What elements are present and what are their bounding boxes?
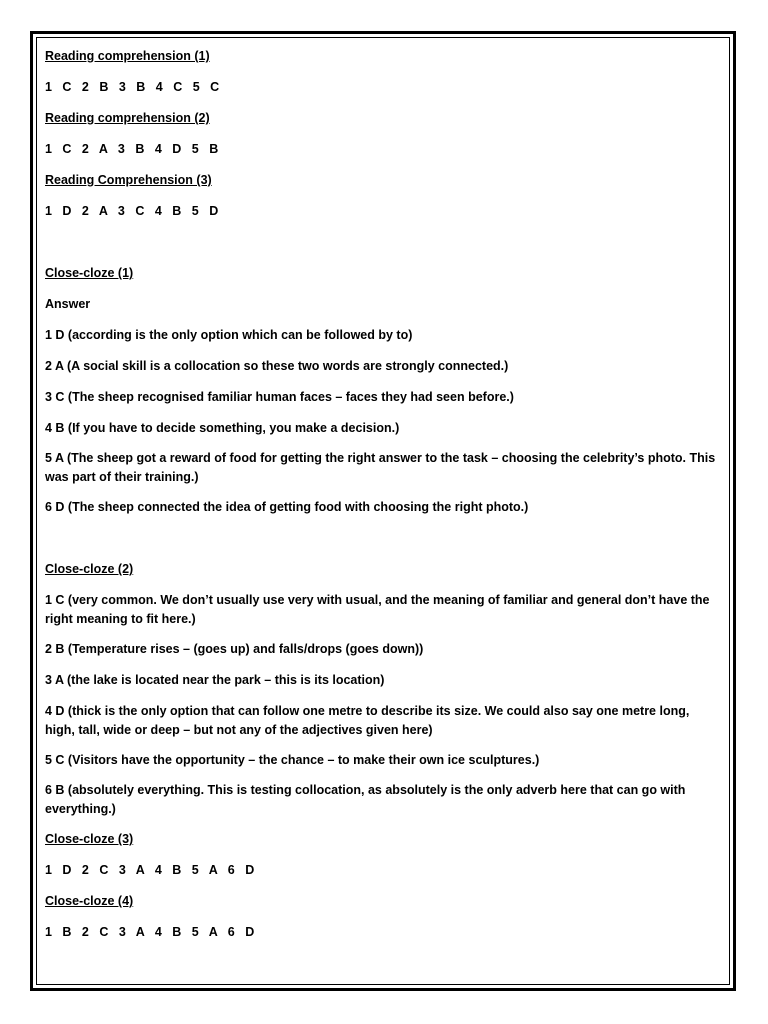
cc3-heading: Close-cloze (3) (45, 832, 134, 846)
rc1-heading: Reading comprehension (1) (45, 49, 210, 63)
cc2-item: 6 B (absolutely everything. This is testing collocation, as absolutely is the only adverb here that can go with everything.) (45, 783, 686, 816)
cc2-item: 2 B (Temperature rises – (goes up) and falls/drops (goes down)) (45, 642, 424, 656)
rc2-heading: Reading comprehension (2) (45, 111, 210, 125)
cc1-item: 4 B (If you have to decide something, you make a decision.) (45, 421, 400, 435)
cc1-heading: Close-cloze (1) (45, 266, 134, 280)
cc1-item: 5 A (The sheep got a reward of food for getting the right answer to the task – choosing the celebrity’s photo. This was part of their training.) (45, 451, 716, 484)
cc1-subheading: Answer (45, 297, 91, 311)
cc2-heading: Close-cloze (2) (45, 562, 134, 576)
rc3-heading: Reading Comprehension (3) (45, 173, 212, 187)
rc2-answers: 1 C 2 A 3 B 4 D 5 B (45, 142, 220, 156)
cc2-item: 5 C (Visitors have the opportunity – the chance – to make their own ice sculptures.) (45, 753, 540, 767)
cc2-item: 1 C (very common. We don’t usually use very with usual, and the meaning of familiar and general don’t have the right meaning to fit here.) (45, 593, 710, 626)
cc4-heading: Close-cloze (4) (45, 894, 134, 908)
cc2-item: 4 D (thick is the only option that can follow one metre to describe its size. We could also say one metre long, high, tall, wide or deep – but not any of the adjectives given here) (45, 704, 690, 737)
cc1-item: 1 D (according is the only option which can be followed by to) (45, 328, 413, 342)
cc1-item: 3 C (The sheep recognised familiar human faces – faces they had seen before.) (45, 390, 514, 404)
cc1-item: 6 D (The sheep connected the idea of getting food with choosing the right photo.) (45, 500, 529, 514)
answer-key-document (45, 47, 721, 942)
cc3-answers: 1 D 2 C 3 A 4 B 5 A 6 D (45, 863, 256, 877)
cc1-item: 2 A (A social skill is a collocation so these two words are strongly connected.) (45, 359, 509, 373)
rc3-answers: 1 D 2 A 3 C 4 B 5 D (45, 204, 220, 218)
cc2-item: 3 A (the lake is located near the park – this is its location) (45, 673, 385, 687)
rc1-answers: 1 C 2 B 3 B 4 C 5 C (45, 80, 221, 94)
cc4-answers: 1 B 2 C 3 A 4 B 5 A 6 D (45, 925, 256, 939)
